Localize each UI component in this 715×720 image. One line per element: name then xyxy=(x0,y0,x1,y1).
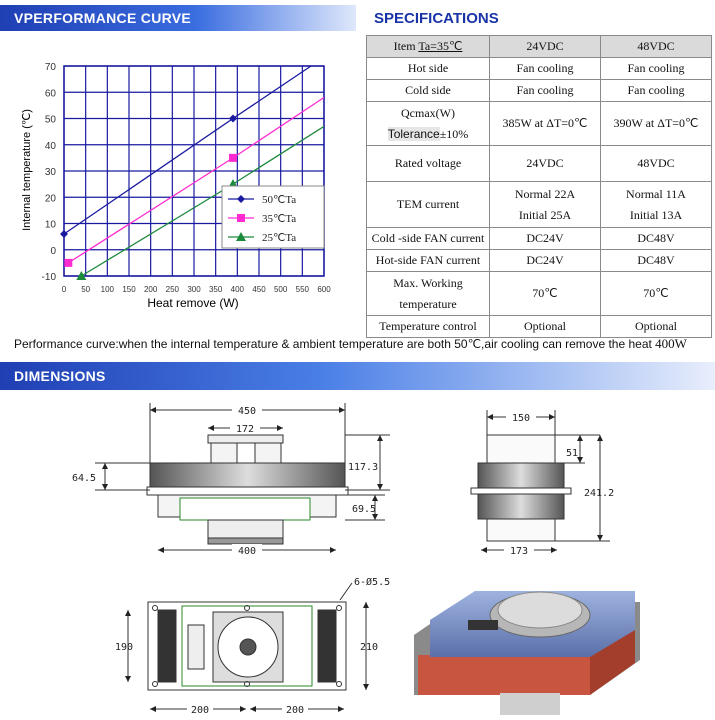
dim-64-5: 64.5 xyxy=(72,473,97,484)
performance-header xyxy=(0,5,356,31)
dim-241-2: 241.2 xyxy=(584,488,615,499)
spec-label: Max. Working temperature xyxy=(367,272,490,316)
spec-header-item: Item Ta=35℃ xyxy=(367,36,490,58)
spec-label: TEM current xyxy=(367,182,490,228)
spec-value: Normal 11A Initial 13A xyxy=(601,182,712,228)
spec-label: Rated voltage xyxy=(367,146,490,182)
spec-value: Fan cooling xyxy=(490,58,601,80)
spec-row-cold-fan xyxy=(367,228,712,250)
spec-value: 385W at ΔT=0℃ xyxy=(490,102,601,146)
x-tick-label: 550 xyxy=(295,285,310,294)
data-point xyxy=(64,259,72,267)
dim-200-left: 200 xyxy=(190,705,210,716)
spec-value: Optional xyxy=(601,316,712,338)
spec-row-hot-side xyxy=(367,58,712,80)
x-tick-label: 0 xyxy=(61,285,67,294)
spec-value: DC48V xyxy=(601,228,712,250)
y-tick-label: 20 xyxy=(44,193,56,205)
data-point xyxy=(237,214,245,222)
x-tick-label: 500 xyxy=(273,285,288,294)
spec-row-cold-side xyxy=(367,80,712,102)
spec-value: 70℃ xyxy=(601,272,712,316)
dim-210: 210 xyxy=(360,642,379,653)
y-tick-label: 40 xyxy=(44,140,56,152)
x-tick-label: 250 xyxy=(165,285,180,294)
spec-value: 24VDC xyxy=(490,146,601,182)
dim-51: 51 xyxy=(566,448,579,459)
y-tick-label: 10 xyxy=(44,219,56,231)
spec-value: DC24V xyxy=(490,250,601,272)
dim-200-right: 200 xyxy=(285,705,305,716)
spec-row-hot-fan xyxy=(367,250,712,272)
product-3d-render xyxy=(414,591,640,715)
dimension-drawings xyxy=(0,395,715,720)
spec-value: Fan cooling xyxy=(490,80,601,102)
chart-legend xyxy=(222,186,324,248)
dim-400: 400 xyxy=(237,546,257,557)
y-tick-label: 70 xyxy=(44,62,56,73)
spec-value: 390W at ΔT=0℃ xyxy=(601,102,712,146)
x-tick-label: 150 xyxy=(122,285,136,294)
dim-holes: 6-Ø5.5 xyxy=(354,577,391,588)
x-tick-label: 300 xyxy=(187,285,201,294)
x-tick-label: 450 xyxy=(252,285,266,294)
note-value: 400W xyxy=(655,336,687,351)
tolerance-label: Tolerance xyxy=(387,126,440,141)
spec-row-tem-current xyxy=(367,182,712,228)
y-tick-label: 60 xyxy=(44,88,56,100)
spec-value: 48VDC xyxy=(601,146,712,182)
note-text: Performance curve:when the internal temperature & ambient temperature are both 50℃,air cooling can remove the heat xyxy=(14,337,656,351)
top-view-drawing xyxy=(128,583,366,709)
spec-label: Hot-side FAN current xyxy=(367,250,490,272)
dim-450: 450 xyxy=(237,406,257,417)
spec-label: Temperature control xyxy=(367,316,490,338)
performance-chart xyxy=(0,52,360,312)
legend-label: 50℃Ta xyxy=(262,194,297,206)
spec-value: Normal 22A Initial 25A xyxy=(490,182,601,228)
dim-150: 150 xyxy=(511,413,531,424)
spec-value: Fan cooling xyxy=(601,80,712,102)
specifications-title: SPECIFICATIONS xyxy=(374,10,499,27)
spec-row-temp-control xyxy=(367,316,712,338)
spec-value: DC24V xyxy=(490,228,601,250)
dim-69-5: 69.5 xyxy=(352,504,377,515)
dimensions-header xyxy=(0,362,715,390)
dim-173: 173 xyxy=(509,546,529,557)
y-tick-label: -10 xyxy=(41,272,56,283)
spec-value: Fan cooling xyxy=(601,58,712,80)
x-tick-label: 200 xyxy=(143,285,158,294)
spec-label xyxy=(367,102,490,146)
spec-header-48v: 48VDC xyxy=(601,36,712,58)
chart-x-label: Heat remove (W) xyxy=(147,296,239,310)
spec-table xyxy=(366,35,712,338)
x-tick-label: 350 xyxy=(208,285,223,294)
y-tick-label: 30 xyxy=(44,167,56,178)
spec-label: Cold -side FAN current xyxy=(367,228,490,250)
data-point xyxy=(229,154,237,162)
x-tick-label: 400 xyxy=(230,285,245,294)
y-tick-label: 50 xyxy=(44,114,56,126)
chart-y-label: Internal temperature (℃) xyxy=(21,109,33,231)
performance-note xyxy=(14,336,687,352)
dim-117-3: 117.3 xyxy=(348,462,379,473)
dimensions-title: DIMENSIONS xyxy=(14,368,106,384)
spec-row-qcmax xyxy=(367,102,712,146)
spec-value: Optional xyxy=(490,316,601,338)
spec-row-max-temp xyxy=(367,272,712,316)
spec-header-24v: 24VDC xyxy=(490,36,601,58)
spec-row-rated-voltage xyxy=(367,146,712,182)
side-view-drawing xyxy=(471,410,610,550)
spec-value: 70℃ xyxy=(490,272,601,316)
x-tick-label: 600 xyxy=(317,285,331,294)
dim-172: 172 xyxy=(235,424,255,435)
performance-title: VPERFORMANCE CURVE xyxy=(14,10,192,26)
x-tick-label: 50 xyxy=(81,285,91,294)
spec-header-row xyxy=(367,36,712,58)
legend-label: 25℃Ta xyxy=(262,232,297,244)
spec-label: Cold side xyxy=(367,80,490,102)
qcmax-label: Qcmax(W) xyxy=(401,105,455,120)
spec-value: DC48V xyxy=(601,250,712,272)
y-tick-label: 0 xyxy=(50,245,56,257)
spec-label: Hot side xyxy=(367,58,490,80)
legend-label: 35℃Ta xyxy=(262,213,297,225)
tolerance-value: ±10% xyxy=(439,126,469,141)
dim-190: 190 xyxy=(115,642,134,653)
x-tick-label: 100 xyxy=(100,285,115,294)
